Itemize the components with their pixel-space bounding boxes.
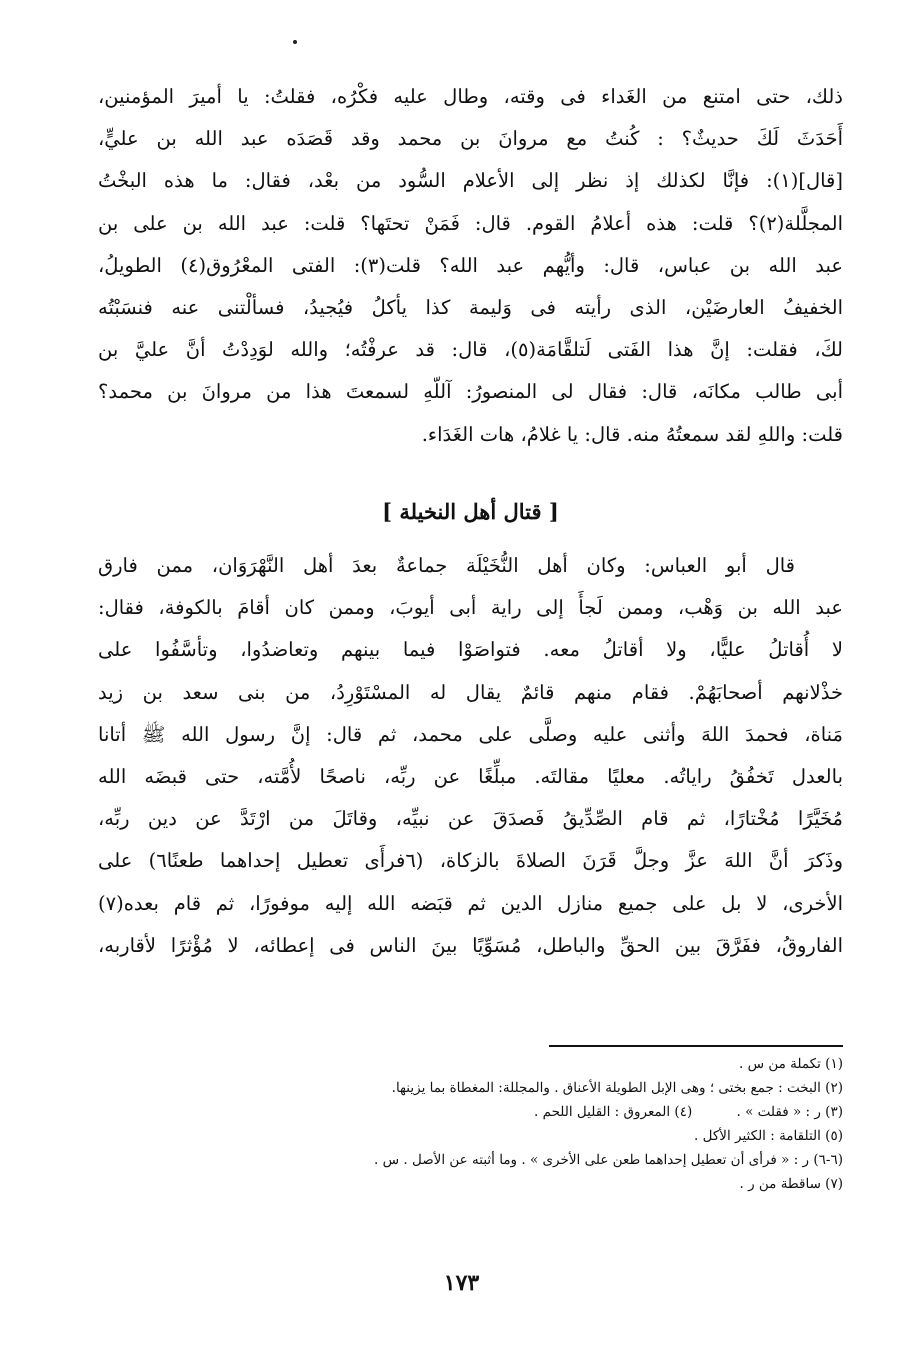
- footnote-2: (٢) البخت : جمع بختى ؛ وهى الإبل الطويلة الأعناق . والمجللة: المغطاة بما يزينها.: [391, 1080, 843, 1096]
- footnotes: [240, 1052, 843, 1196]
- text-line: عبد الله بن وَهْب، وممن لَجأَ إلى راية أبى أيوبَ، وممن كان أقامَ بالكوفة، فقال:: [98, 596, 843, 620]
- text-line: المجلَّلة(٢)؟ قلت: هذه أعلامُ القوم. قال: فَمَنْ تحتَها؟ قلت: عبد الله بن على بن: [98, 211, 843, 235]
- text-line: لكَ، فقلت: إنَّ هذا الفَتى لَتلقَّامَة(٥)، قال: قد عرفْتُه؛ والله لوَدِدْتُ أنَّ عليَّ بن: [98, 338, 843, 362]
- footnote-3: (٣) ر : « فقلت » .: [736, 1104, 843, 1120]
- section-heading: [ قتال أهل النخيلة ]: [382, 499, 559, 524]
- text-line: وذَكرَ أنَّ اللهَ عزَّ وجلَّ قَرَنَ الصلاةَ بالزكاة، (٦فرأَى تعطيل إحداهما طعنًا٦) على: [98, 849, 843, 873]
- body-text-bottom: [98, 545, 843, 967]
- footnote-4: (٤) المعروق : القليل اللحم .: [534, 1104, 693, 1120]
- text-line: [قال](١): فإنَّا لكذلك إذ نظر إلى الأعلام السُّود من بعْد، فقال: ما هذه البخْتُ: [98, 169, 843, 193]
- text-line: عبد الله بن عباس، قال: وأيُّهم عبد الله؟ قلت(٣): الفتى المعْرُوق(٤) الطويلُ،: [98, 253, 843, 277]
- text-line: لا أُقاتلُ عليًّا، ولا أقاتلُ معه. فتواصَوْا فيما بينهم وتعاضدُوا، وتأسَّفُوا على: [98, 638, 843, 662]
- footnote-5: (٥) التلقامة : الكثير الأكل .: [694, 1128, 843, 1144]
- text-line: الفاروقُ، ففَرَّقَ بين الحقِّ والباطل، مُسَوِّيًا بينَ الناس فى إعطائه، لا مُؤْثرًا لأقاربه،: [98, 933, 843, 957]
- text-line: أبى طالب مكانَه، قال: فقال لى المنصورُ: آللّهِ لسمعتَ هذا من مروانَ بن محمد؟: [98, 380, 843, 404]
- text-line: ذلك، حتى امتنع من الغَداء فى وقته، وطال عليه فكْرُه، فقلتُ: يا أميرَ المؤمنين،: [98, 85, 843, 108]
- text-line: قلت: واللهِ لقد سمعتُهُ منه. قال: يا غلامُ، هات الغَدَاء.: [421, 422, 843, 446]
- footnote-separator: [549, 1045, 843, 1047]
- text-line: بالعدل تَخفُقُ راياتُه. معليًا مقالتَه. مبلِّغًا عن ربِّه، ناصحًا لأُمَّته، حتى قبضَه الله: [98, 764, 843, 788]
- text-line: أَحَدَثَ لَكَ حديثٌ؟ : كُنتُ مع مروانَ بن محمد وقد قَصَدَه عبد الله بن عليٍّ،: [98, 127, 843, 151]
- text-line: قال أبو العباس: وكان أهل النُّخَيْلَة جماعةٌ بعدَ أهل النَّهْرَوَان، ممن فارق: [98, 554, 795, 577]
- page-number: ١٧٣: [443, 1270, 480, 1296]
- footnote-7: (٧) ساقطة من ر .: [739, 1176, 843, 1192]
- footnote-6: (٦-٦) ر : « فرأى أن تعطيل إحداهما طعن على الأخرى » . وما أثبته عن الأصل . س .: [374, 1152, 843, 1168]
- footnote-row-3-4: [240, 1100, 843, 1124]
- footnote-1: (١) تكملة من س .: [739, 1056, 843, 1072]
- text-line: الخفيفُ العارضَيْن، الذى رأيته فى وَليمة كذا يأكلُ فيُجيدُ، فسألْتنى عنه فنسَبْتُه: [98, 295, 843, 319]
- body-text-top: [98, 76, 843, 456]
- text-line: مَناة، فحمدَ اللهَ وأثنى عليه وصلَّى على محمد، ثم قال: إنَّ رسول الله ﷺ أتانا: [98, 722, 843, 746]
- text-line: مُخَيَّرًا مُخْتارًا، ثم قام الصِّدِّيقُ فَصدَقَ عن نبيِّه، وقاتَلَ من ارْتَدَّ عن دين ربِّه،: [98, 807, 843, 831]
- text-line: خذْلانهم أصحابَهُمْ. فقام منهم قائمٌ يقال له المسْتَوْرِدُ، من بنى سعد بن زيد: [98, 680, 843, 704]
- text-line: الأخرى، لا بل على جميع منازل الدين ثم قبَضه الله إليه موفورًا، ثم قام بعده(٧): [98, 891, 843, 915]
- top-dot-mark: [293, 40, 297, 44]
